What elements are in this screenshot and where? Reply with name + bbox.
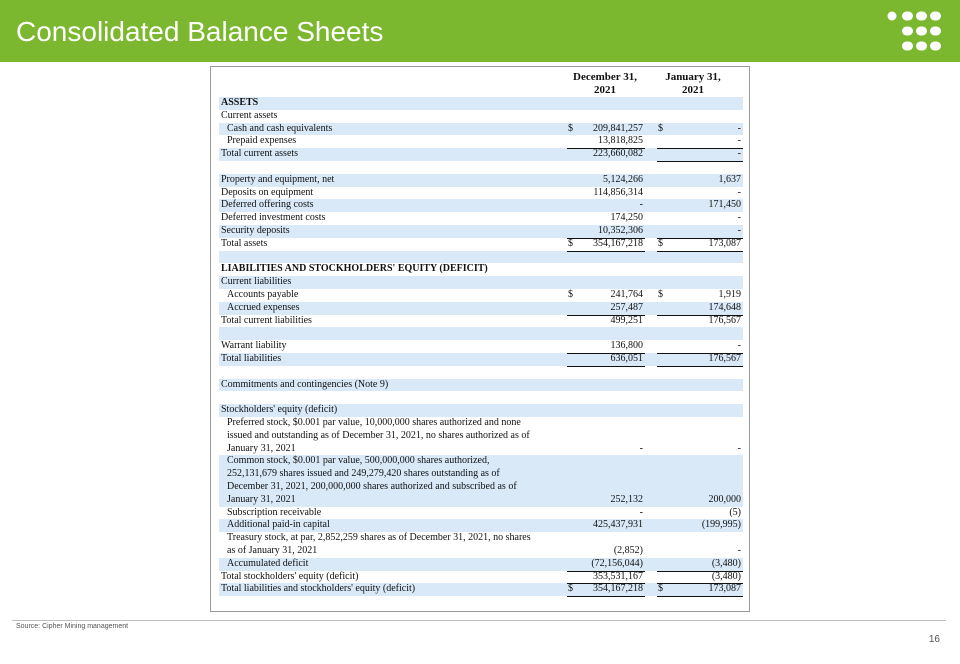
table-row	[219, 571, 743, 584]
row-label: Commitments and contingencies (Note 9)	[221, 378, 389, 390]
table-row	[219, 199, 743, 212]
row-label: Accumulated deficit	[227, 557, 309, 569]
table-row	[219, 161, 743, 174]
footer-divider	[12, 620, 946, 621]
value-january-2021: -	[737, 135, 741, 147]
subtotal-rule	[567, 596, 645, 597]
value-january-2021: -	[737, 545, 741, 556]
table-row	[219, 507, 743, 520]
row-label: Total liabilities	[221, 353, 282, 364]
table-row	[219, 443, 743, 456]
table-row	[219, 481, 743, 494]
dollar-sign: $	[658, 122, 663, 134]
subtotal-rule	[567, 238, 645, 239]
subtotal-rule	[657, 238, 743, 239]
table-row	[219, 353, 743, 366]
value-december-2021: 636,051	[610, 353, 643, 364]
value-january-2021: -	[737, 340, 741, 352]
value-january-2021: (5)	[729, 506, 741, 518]
row-label: Warrant liability	[221, 340, 287, 352]
subtotal-rule	[657, 148, 743, 149]
value-december-2021: 13,818,825	[598, 135, 643, 147]
table-row	[219, 187, 743, 200]
subtotal-rule	[657, 571, 743, 572]
table-row	[219, 251, 743, 264]
subtotal-rule	[567, 148, 645, 149]
balance-sheet-document	[210, 66, 750, 612]
row-label: Stockholders' equity (deficit)	[221, 404, 338, 416]
column-header-january-line1: January 31,	[665, 71, 721, 83]
dollar-sign: $	[658, 583, 663, 595]
row-label: Additional paid-in capital	[227, 519, 330, 531]
row-label: LIABILITIES AND STOCKHOLDERS' EQUITY (DEFICIT)	[221, 263, 488, 275]
value-december-2021: -	[639, 506, 643, 518]
row-label: issued and outstanding as of December 31, 2021, no shares authorized as of	[227, 429, 530, 441]
value-january-2021: 171,450	[708, 199, 741, 211]
subtotal-rule	[657, 353, 743, 354]
row-label: Prepaid expenses	[227, 135, 297, 147]
value-december-2021: 354,167,218	[593, 583, 643, 595]
row-label: Total current assets	[221, 148, 299, 160]
row-label: Property and equipment, net	[221, 173, 335, 185]
value-december-2021: (72,156,044)	[591, 557, 643, 569]
table-row	[219, 123, 743, 136]
table-row	[219, 340, 743, 353]
value-january-2021: -	[737, 212, 741, 224]
table-row	[219, 494, 743, 507]
row-label: Accounts payable	[227, 289, 299, 300]
value-january-2021: 173,087	[708, 583, 741, 595]
source-note: Source: Cipher Mining management	[16, 623, 129, 630]
table-row	[219, 468, 743, 481]
subtotal-rule	[657, 366, 743, 367]
table-row	[219, 404, 743, 417]
value-january-2021: (3,480)	[711, 570, 741, 582]
dollar-sign: $	[658, 237, 663, 249]
table-row	[219, 327, 743, 340]
value-december-2021: 353,531,167	[593, 570, 643, 582]
row-label: Security deposits	[221, 225, 290, 236]
value-december-2021: 425,437,931	[593, 519, 643, 531]
value-january-2021: 173,087	[708, 237, 741, 249]
row-label: Deferred offering costs	[221, 199, 314, 211]
dollar-sign: $	[568, 583, 573, 595]
subtotal-rule	[567, 571, 645, 572]
subtotal-rule	[657, 251, 743, 252]
table-row	[219, 276, 743, 289]
column-header-december	[563, 71, 647, 98]
dollar-sign: $	[568, 237, 573, 249]
value-january-2021: (199,995)	[701, 519, 741, 531]
row-label: Subscription receivable	[227, 506, 322, 518]
value-december-2021: 354,167,218	[593, 237, 643, 249]
value-january-2021: -	[737, 186, 741, 198]
row-label: Accrued expenses	[227, 301, 300, 313]
value-january-2021: 200,000	[708, 493, 741, 505]
value-december-2021: 499,251	[610, 314, 643, 326]
row-label: Current assets	[221, 109, 278, 121]
value-january-2021: (3,480)	[711, 557, 741, 569]
slide-header	[0, 0, 960, 62]
value-january-2021: -	[737, 148, 741, 160]
company-logo-icon	[886, 10, 944, 52]
row-label: Deferred investment costs	[221, 212, 326, 224]
row-label: as of January 31, 2021	[227, 545, 318, 556]
table-row	[219, 135, 743, 148]
slide-title: Consolidated Balance Sheets	[16, 16, 384, 47]
row-label: Treasury stock, at par, 2,852,259 shares as of December 31, 2021, no shares	[227, 532, 531, 544]
table-row	[219, 455, 743, 468]
row-label: Common stock, $0.001 par value, 500,000,000 shares authorized,	[227, 455, 490, 467]
table-row	[219, 148, 743, 161]
value-december-2021: 223,660,082	[593, 148, 643, 160]
subtotal-rule	[657, 161, 743, 162]
table-row	[219, 225, 743, 238]
subtotal-rule	[567, 315, 645, 316]
value-january-2021: -	[737, 122, 741, 134]
subtotal-rule	[657, 583, 743, 584]
row-label: Total liabilities and stockholders' equity (deficit)	[221, 583, 416, 595]
column-header-december-line1: December 31,	[573, 71, 637, 83]
value-december-2021: 114,856,314	[593, 186, 643, 198]
value-december-2021: 241,764	[610, 289, 643, 300]
subtotal-rule	[657, 596, 743, 597]
row-label: Current liabilities	[221, 276, 292, 288]
table-row	[219, 315, 743, 328]
subtotal-rule	[567, 251, 645, 252]
table-row	[219, 174, 743, 187]
table-row	[219, 558, 743, 571]
value-december-2021: (2,852)	[613, 545, 643, 556]
table-row	[219, 417, 743, 430]
value-december-2021: -	[639, 442, 643, 454]
row-label: December 31, 2021, 200,000,000 shares authorized and subscribed as of	[227, 481, 517, 492]
page-number: 16	[928, 634, 940, 645]
column-header-december-line2: 2021	[591, 84, 619, 98]
value-december-2021: 252,132	[610, 493, 643, 505]
table-row	[219, 430, 743, 443]
value-december-2021: 136,800	[610, 340, 643, 352]
row-label: Total assets	[221, 237, 268, 249]
dollar-sign: $	[568, 122, 573, 134]
table-row	[219, 583, 743, 596]
row-label: January 31, 2021	[227, 442, 296, 454]
row-label: Preferred stock, $0.001 par value, 10,000,000 shares authorized and none	[227, 417, 521, 428]
table-row	[219, 379, 743, 392]
table-row	[219, 238, 743, 251]
column-header-january-line2: 2021	[679, 84, 707, 98]
table-row	[219, 110, 743, 123]
value-december-2021: 5,124,266	[603, 173, 643, 185]
value-december-2021: 209,841,257	[593, 122, 643, 134]
row-label: Total current liabilities	[221, 314, 312, 326]
value-january-2021: 176,567	[708, 314, 741, 326]
subtotal-rule	[567, 353, 645, 354]
value-december-2021: -	[639, 199, 643, 211]
row-label: Deposits on equipment	[221, 186, 314, 198]
table-row	[219, 519, 743, 532]
value-january-2021: 1,637	[718, 173, 741, 185]
table-row	[219, 366, 743, 379]
row-label: January 31, 2021	[227, 493, 296, 505]
value-january-2021: -	[737, 225, 741, 236]
dollar-sign: $	[658, 289, 663, 300]
table-row	[219, 545, 743, 558]
value-january-2021: -	[737, 442, 741, 454]
subtotal-rule	[567, 583, 645, 584]
table-row	[219, 391, 743, 404]
row-label: 252,131,679 shares issued and 249,279,420 shares outstanding as of	[227, 468, 500, 480]
table-row	[219, 302, 743, 315]
column-header-january	[651, 71, 735, 98]
row-label: ASSETS	[221, 97, 259, 108]
table-row	[219, 289, 743, 302]
dollar-sign: $	[568, 289, 573, 300]
subtotal-rule	[567, 366, 645, 367]
value-december-2021: 257,487	[610, 301, 643, 313]
value-january-2021: 176,567	[708, 353, 741, 364]
value-january-2021: 174,648	[708, 301, 741, 313]
table-row	[219, 532, 743, 545]
row-label: Total stockholders' equity (deficit)	[221, 570, 359, 582]
value-december-2021: 174,250	[610, 212, 643, 224]
value-december-2021: 10,352,306	[598, 225, 643, 236]
table-row	[219, 263, 743, 276]
table-row	[219, 97, 743, 110]
value-january-2021: 1,919	[718, 289, 741, 300]
row-label: Cash and cash equivalents	[227, 122, 333, 134]
subtotal-rule	[657, 315, 743, 316]
table-row	[219, 212, 743, 225]
